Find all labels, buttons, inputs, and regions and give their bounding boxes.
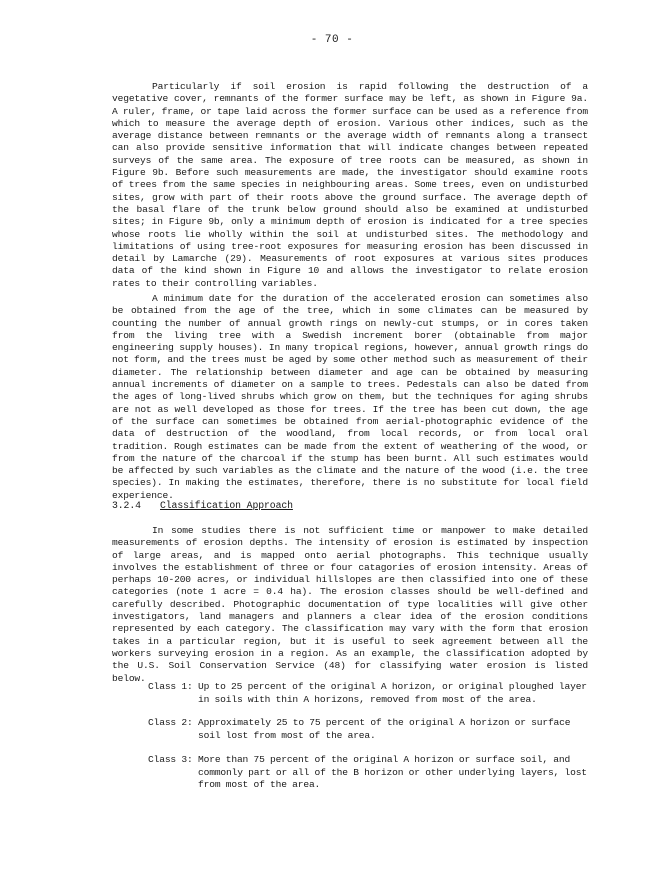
section-number: 3.2.4 <box>112 500 141 511</box>
paragraph-classification <box>112 525 588 685</box>
paragraph-text: In some studies there is not sufficient time or manpower to make detailed measurements of erosion depths. The intensity of erosion is estimated by inspection of large areas, and is mapped onto aerial photographs. This technique usually involves the establishment of three or four catagories of erosion intensity. Areas of perhaps 10-200 acres, or individual hillslopes are then classified into one of these categories (note 1 acre = 0.4 ha). The erosion classes should be well-defined and carefully described. Photographic documentation of type localities will give other investigators, land managers and planners a clear idea of the erosion conditions represented by each category. The classification may vary with the form that erosion takes in a particular region, but it is useful to seek agreement between all the workers surveying erosion in a region. As an example, the classification adopted by the U.S. Soil Conservation Service (48) for classifying water erosion is listed below. <box>112 525 588 684</box>
class-label: Class 3: <box>148 754 193 765</box>
section-title: Classification Approach <box>160 500 293 511</box>
paragraph-tree-dating <box>112 293 588 502</box>
class-text: More than 75 percent of the original A horizon or surface soil, and commonly part or all of the B horizon or other underlying layers, lost from most of the area. <box>198 754 587 790</box>
class-text: Up to 25 percent of the original A horizon, or original ploughed layer in soils with thin A horizons, removed from most of the area. <box>198 681 587 705</box>
class-label: Class 2: <box>148 717 193 728</box>
paragraph-erosion-remnants <box>112 81 588 290</box>
paragraph-text: Particularly if soil erosion is rapid following the destruction of a vegetative cover, remnants of the former surface may be left, as shown in Figure 9a. A ruler, frame, or tape laid across the former surface can be used as a reference from which to measure the average depth of erosion. Various other indices, such as the average distance between remnants or the average width of remnants along a transect can also provide sensitive information that will indicate changes between repeated surveys of the same area. The exposure of tree roots can be measured, as shown in Figure 9b. Before such measurements are made, the investigator should examine roots of trees from the same species in neighbouring areas. Some trees, even on undisturbed sites, grow with part of their roots above the ground surface. The average depth of the basal flare of the trunk below ground should also be examined at undisturbed sites; in Figure 9b, only a minimum depth of erosion is indicated for a tree species whose roots lie wholly within the soil at undisturbed sites. The methodology and limitations of using tree-root exposures for measuring erosion has been discussed in detail by Lamarche (29). Measurements of root exposures at various sites produces data of the kind shown in Figure 10 and allows the investigator to relate erosion rates to their controlling variables. <box>112 81 588 289</box>
class-label: Class 1: <box>148 681 193 692</box>
class-text: Approximately 25 to 75 percent of the original A horizon or surface soil lost from most of the area. <box>198 717 571 741</box>
section-heading <box>112 500 293 511</box>
class-item <box>148 754 588 792</box>
class-item <box>148 717 588 742</box>
class-item <box>148 681 588 706</box>
page-number: - 70 - <box>310 34 354 46</box>
paragraph-text: A minimum date for the duration of the accelerated erosion can sometimes also be obtained from the age of the tree, which in some climates can be measured by counting the number of annual growth rings on newly-cut stumps, or in cores taken from the living tree with a Swedish increment borer (obtainable from major engineering supply houses). In many tropical regions, however, annual growth rings do not form, and the trees must be aged by some other method such as measurement of their diameter. The relationship between diameter and age can be obtained by measuring annual increments of diameter on a sample to trees. Pedestals can also be dated from the ages of long-lived shrubs which grow on them, but the techniques for aging shrubs are not as well developed as those for trees. If the tree has been cut down, the age of the surface can sometimes be obtained from aerial-photographic evidence of the data of destruction of the woodland, from local records, or from local oral tradition. Rough estimates can be made from the extent of weathering of the wood, or from the nature of the charcoal if the stump has been burnt. All such estimates would be affected by such variables as the climate and the nature of the wood (i.e. the tree species). In making the estimates, therefore, there is no substitute for local field experience. <box>112 293 588 501</box>
